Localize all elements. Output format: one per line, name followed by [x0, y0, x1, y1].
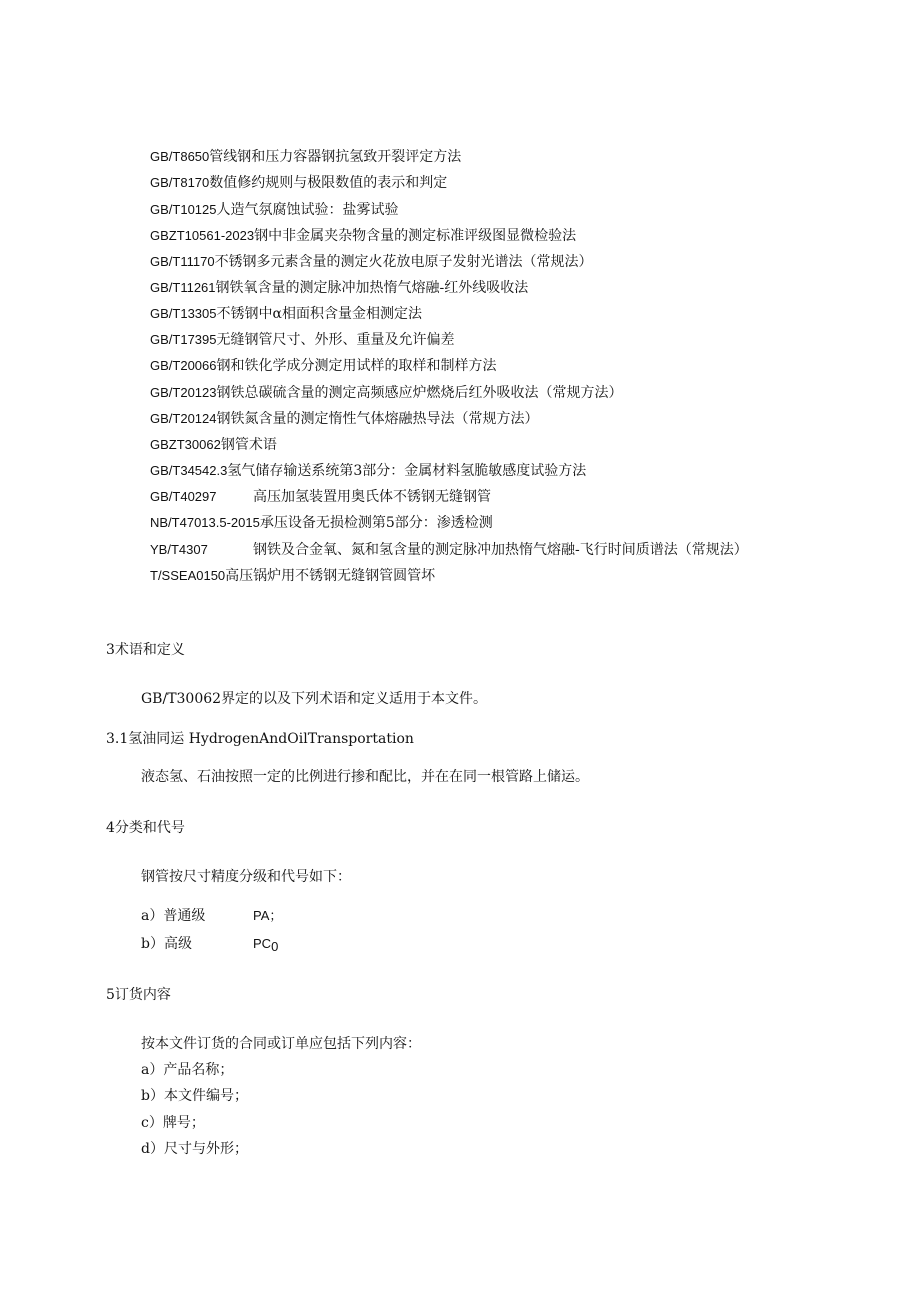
reference-item: [150, 566, 435, 586]
list-item: [141, 934, 278, 954]
reference-item: [150, 356, 497, 376]
reference-item: [150, 383, 623, 403]
reference-code: GB/T20066: [150, 358, 217, 373]
reference-title: 不锈钢多元素含量的测定火花放电原子发射光谱法（常规法）: [214, 254, 593, 270]
reference-title: 数值修约规则与极限数值的表示和判定: [209, 175, 448, 191]
reference-code: GB/T8170: [150, 175, 210, 190]
reference-code: NB/T47013.5-2015: [150, 515, 260, 530]
section-4-heading: 4分类和代号: [106, 820, 185, 836]
reference-item: [150, 252, 593, 272]
reference-code: GB/T17395: [150, 332, 217, 347]
section-5-paragraph: 按本文件订货的合同或订单应包括下列内容：: [141, 1036, 421, 1052]
reference-item: [150, 409, 539, 429]
reference-code: GB/T11261: [150, 280, 216, 295]
section-5-heading: 5订货内容: [106, 987, 171, 1003]
reference-title: 钢铁氮含量的测定惰性气体熔融热导法（常规方法）: [216, 411, 539, 427]
reference-code: GB/T11170: [150, 254, 215, 269]
reference-title: 承压设备无损检测第5部分：渗透检测: [259, 515, 493, 531]
term-3-1-heading: 3.1氢油同运 HydrogenAndOilTransportation: [106, 731, 414, 747]
term-3-1-definition: 液态氢、石油按照一定的比例进行掺和配比，并在在同一根管路上储运。: [141, 769, 589, 785]
reference-title: 高压锅炉用不锈钢无缝钢管圆管坏: [225, 568, 436, 584]
list-item: d）尺寸与外形；: [141, 1141, 248, 1157]
reference-code: GBZT30062: [150, 437, 221, 452]
reference-item: [150, 487, 491, 507]
reference-title: 人造气氛腐蚀试验：盐雾试验: [216, 202, 399, 218]
reference-title: 高压加氢装置用奥氏体不锈钢无缝钢管: [253, 489, 491, 505]
reference-code: GB/T20124: [150, 411, 217, 426]
list-item-code: PA；: [253, 908, 283, 923]
reference-code: GB/T20123: [150, 385, 217, 400]
reference-item: [150, 540, 748, 560]
reference-title: 钢铁及合金氧、氮和氢含量的测定脉冲加热惰气熔融-飞行时间质谱法（常规法）: [253, 542, 748, 558]
list-item: a）产品名称；: [141, 1062, 234, 1078]
reference-item: [150, 330, 455, 350]
reference-title: 钢铁氧含量的测定脉冲加热惰气熔融-红外线吸收法: [215, 280, 529, 296]
reference-title: 钢管术语: [220, 437, 277, 453]
reference-title: 无缝钢管尺寸、外形、重量及允许偏差: [216, 332, 455, 348]
reference-code: GB/T8650: [150, 149, 210, 164]
list-item-label: a）普通级: [141, 908, 206, 924]
reference-title: 不锈钢中α相面积含量金相测定法: [216, 306, 422, 322]
section-4-paragraph: 钢管按尺寸精度分级和代号如下：: [141, 869, 351, 885]
reference-item: [150, 513, 493, 533]
list-item: c）牌号；: [141, 1115, 205, 1131]
list-item-code: PC: [253, 936, 272, 951]
reference-item: [150, 147, 461, 167]
reference-code: GBZT10561-2023: [150, 228, 255, 243]
reference-item: [150, 461, 586, 481]
list-item: [141, 906, 282, 926]
reference-code: GB/T10125: [150, 202, 217, 217]
reference-title: 钢铁总碳硫含量的测定高频感应炉燃烧后红外吸收法（常规方法）: [216, 385, 623, 401]
reference-title: 管线钢和压力容器钢抗氢致开裂评定方法: [209, 149, 462, 165]
reference-item: [150, 173, 447, 193]
reference-code: GB/T40297: [150, 489, 217, 504]
reference-title: 钢中非金属夹杂物含量的测定标准评级图显微检验法: [254, 228, 577, 244]
reference-title: 钢和铁化学成分测定用试样的取样和制样方法: [216, 358, 497, 374]
section-3-heading: 3术语和定义: [106, 642, 185, 658]
list-item-label: b）高级: [141, 936, 192, 952]
list-item-subscript: 0: [271, 939, 279, 954]
reference-item: [150, 200, 399, 220]
reference-title: 氢气储存输送系统第3部分：金属材料氢脆敏感度试验方法: [227, 463, 587, 479]
reference-code: GB/T34542.3: [150, 463, 228, 478]
reference-item: [150, 278, 528, 298]
reference-item: [150, 304, 422, 324]
reference-item: [150, 226, 576, 246]
section-3-paragraph: GB/T30062界定的以及下列术语和定义适用于本文件。: [141, 691, 488, 707]
reference-item: [150, 435, 277, 455]
reference-code: GB/T13305: [150, 306, 217, 321]
reference-code: T/SSEA0150: [150, 568, 226, 583]
reference-code: YB/T4307: [150, 542, 208, 557]
list-item: b）本文件编号；: [141, 1088, 248, 1104]
